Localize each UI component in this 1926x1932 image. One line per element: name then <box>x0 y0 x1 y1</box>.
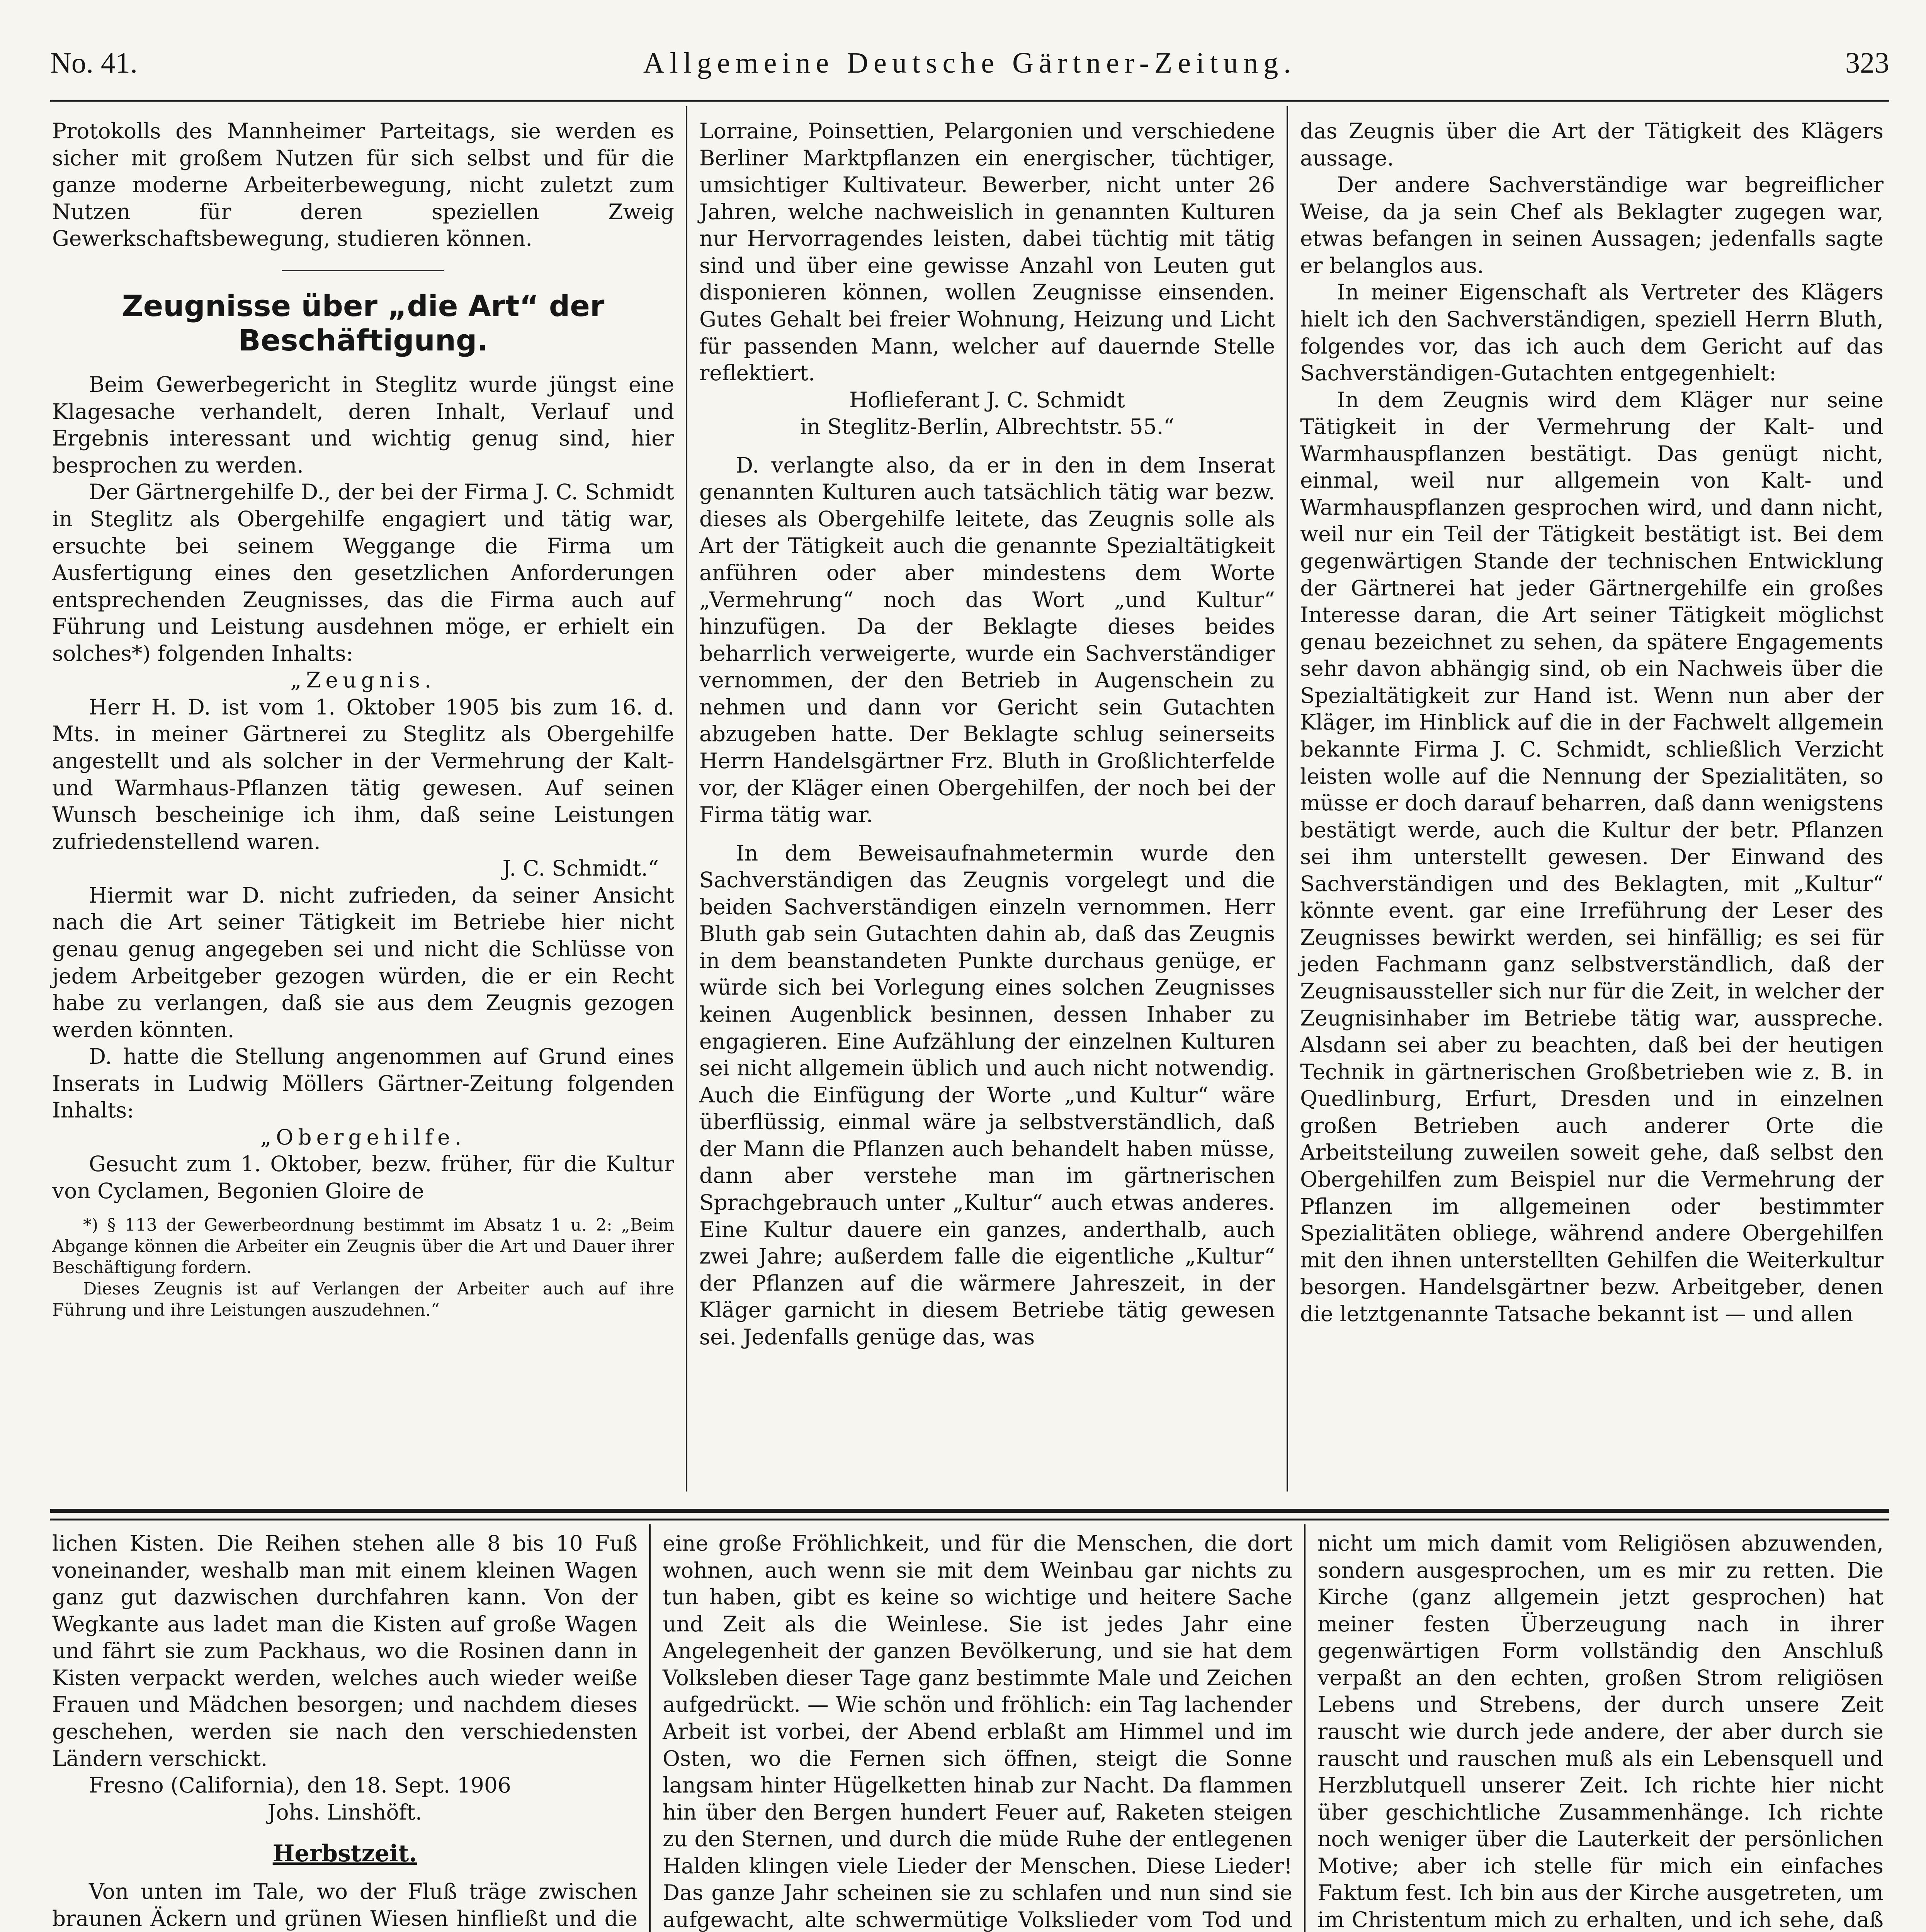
paragraph: Gesucht zum 1. Oktober, bezw. früher, für die Kultur von Cyclamen, Begonien Gloire de <box>52 1151 674 1204</box>
paragraph: In dem Zeugnis wird dem Kläger nur seine Tätigkeit in der Vermehrung der Kalt- und Warmhauspflanzen bestätigt. Das genügt nicht, einmal, weil nur allgemein von Kalt- und Warmhauspflanzen gesprochen wird, und dann nicht, weil nur ein Teil der Tätigkeit bestätigt ist. Bei dem gegenwärtigen Stande der technischen Entwicklung der Gärtnerei hat jeder Gärtnergehilfe ein großes Interesse daran, die Art seiner Tätigkeit möglichst genau bezeichnet zu sehen, da spätere Engagements sehr davon abhängig sind, ob ein Nachweis über die Spezialtätigkeit zur Hand ist. Wenn nun aber der Kläger, im Hinblick auf die in der Fachwelt allgemein bekannte Firma J. C. Schmidt, schließlich Verzicht leisten wolle auf die Nennung der Spezialitäten, so müsse er doch darauf beharren, daß dann wenigstens bestätigt werde, auch die Kultur der betr. Pflanzen sei ihm unterstellt gewesen. Der Einwand des Sachverständigen und des Beklagten, mit „Kultur“ könnte event. gar eine Irreführung der Leser des Zeugnisses bewirkt werden, sei hinfällig; es sei für jeden Fachmann ganz selbstverständlich, daß der Zeugnisaussteller sich nur für die Zeit, in welcher der Zeugnisinhaber im Betriebe tätig war, ausspreche. Alsdann sei aber zu beachten, daß bei der heutigen Technik in gärtnerischen Großbetrieben wie z. B. in Quedlinburg, Erfurt, Dresden und in einzelnen großen Betrieben auch anderer Orte die Arbeitsteilung zuweilen soweit gehe, daß selbst den Obergehilfen zum Beispiel nur die Vermehrung der Pflanzen im allgemeinen oder bestimmter Spezialitäten obliege, während andere Obergehilfen mit den ihnen unterstellten Gehilfen die Weiterkultur besorgen. Handelsgärtner bezw. Arbeitgeber, denen die letztgenannte Tatsache bekannt ist — und allen <box>1300 387 1884 1326</box>
issue-number: No. 41. <box>50 47 138 79</box>
separator <box>282 270 444 271</box>
column-rule <box>649 1524 651 1932</box>
paragraph: Von unten im Tale, wo der Fluß träge zwischen braunen Äckern und grünen Wiesen hinfließt und die <box>52 1879 637 1931</box>
top-column-1 <box>52 118 674 1493</box>
paragraph: Beim Gewerbegericht in Steglitz wurde jüngst eine Klagesache verhandelt, deren Inhalt, Verlauf und Ergebnis interessant und wichtig genug sind, hier besprochen zu werden. <box>52 372 674 478</box>
author: Johs. Linshöft. <box>267 1799 422 1825</box>
paragraph: das Zeugnis über die Art der Tätigkeit des Klägers aussage. <box>1300 119 1884 170</box>
top-column-2 <box>699 118 1275 1493</box>
top-column-3 <box>1300 118 1884 1493</box>
paragraph: lichen Kisten. Die Reihen stehen alle 8 bis 10 Fuß voneinander, weshalb man mit einem kleinen Wagen ganz gut dazwischen durchfahren kann. Von der Wegkante aus ladet man die Kisten auf große Wagen und fährt sie zum Packhaus, wo die Rosinen dann in Kisten verpackt werden, welches auch wieder weiße Frauen und Mädchen besorgen; und nachdem dieses geschehen, werden sie nach den verschiedensten Ländern verschickt. <box>52 1531 637 1771</box>
advert-title: „Obergehilfe. <box>260 1124 466 1150</box>
article-heading: Zeugnisse über „die Art“ der Beschäftigung. <box>122 288 605 358</box>
footnote <box>52 1214 674 1321</box>
paragraph: nicht um mich damit vom Religiösen abzuwenden, sondern ausgesprochen, um es mir zu retten. Die Kirche (ganz allgemein jetzt gesprochen) hat meiner festen Überzeugung nach in ihrer gegenwärtigen Form vollständig den Anschluß verpaßt an den echten, großen Strom religiösen Lebens und Strebens, der durch unsere Zeit rauscht wie durch jede andere, der aber durch sie rauscht und rauschen muß als ein Lebensquell und Herzblutquell unserer Zeit. Ich richte hier nicht über geschichtliche Zusammenhänge. Ich richte noch weniger über die Lauterkeit der persönlichen Motive; aber ich stelle für mich ein einfaches Faktum fest. Ich bin aus der Kirche ausgetreten, um im Christentum mich zu erhalten, und ich sehe, daß <box>1317 1531 1884 1932</box>
column-rule <box>686 106 687 1492</box>
article-heading: Herbstzeit. <box>272 1840 417 1867</box>
paragraph: In meiner Eigenschaft als Vertreter des Klägers hielt ich den Sachverständigen, speziell Herrn Bluth, folgendes vor, das ich auch dem Gericht auf das Sachverständigen-Gutachten entgegenhielt: <box>1300 280 1884 386</box>
paragraph: D. hatte die Stellung angenommen auf Grund eines Inserats in Ludwig Möllers Gärtner-Zeitung folgenden Inhalts: <box>52 1044 674 1123</box>
page-number: 323 <box>1845 47 1889 79</box>
page-header <box>50 35 1889 93</box>
paragraph: Hiermit war D. nicht zufrieden, da seiner Ansicht nach die Art seiner Tätigkeit im Betriebe hier nicht genau genug angegeben sei und nicht die Schlüsse von jedem Arbeitgeber gezogen würden, die er ein Recht habe zu verlangen, daß sie aus dem Zeugnis gezogen werden könnten. <box>52 883 674 1042</box>
paragraph: Lorraine, Poinsettien, Pelargonien und verschiedene Berliner Marktpflanzen ein energischer, tüchtiger, umsichtiger Kultivateur. Bewerber, nicht unter 26 Jahren, welche nachweislich in genannten Kulturen nur Hervorragendes leisten, dabei tüchtig mit tätig sind und über eine gewisse Anzahl von Leuten gut disponieren können, wollen Zeugnisse einsenden. Gutes Gehalt bei freier Wohnung, Heizung und Licht für passenden Mann, welcher auf dauernde Stelle reflektiert. <box>699 119 1275 386</box>
paragraph: Protokolls des Mannheimer Parteitags, sie werden es sicher mit großem Nutzen für sich selbst und für die ganze moderne Arbeiterbewegung, nicht zuletzt zum Nutzen für deren speziellen Zweig Gewerkschaftsbewegung, studieren können. <box>52 119 674 251</box>
column-rule <box>1287 106 1288 1492</box>
paragraph: In dem Beweisaufnahmetermin wurde den Sachverständigen das Zeugnis vorgelegt und die beiden Sachverständigen einzeln vernommen. Herr Bluth gab sein Gutachten dahin ab, daß das Zeugnis in dem beanstandeten Punkte durchaus genüge, er würde sich bei Vorlegung eines solchen Zeugnisses keinen Augenblick besinnen, dessen Inhaber zu engagieren. Eine Aufzählung der einzelnen Kulturen sei nicht allgemein üblich und auch nicht notwendig. Auch die Einfügung der Worte „und Kultur“ wäre überflüssig, einmal wäre ja selbstverständlich, daß der Mann die Pflanzen auch behandelt haben müsse, dann aber verstehe man im gärtnerischen Sprachgebrauch unter „Kultur“ auch etwas anderes. Eine Kultur dauere ein ganzes, anderthalb, auch zwei Jahre; außerdem falle die eigentliche „Kultur“ der Pflanzen auf die wärmere Jahreszeit, in der Kläger garnicht in diesem Betriebe tätig gewesen sei. Jedenfalls genüge das, was <box>699 840 1275 1349</box>
paragraph: Herr H. D. ist vom 1. Oktober 1905 bis zum 16. d. Mts. in meiner Gärtnerei zu Steglitz als Obergehilfe angestellt und als solcher in der Vermehrung der Kalt- und Warmhaus-Pflanzen tätig gewesen. Auf seinen Wunsch bescheinige ich ihm, daß seine Leistungen zufriedenstellend waren. <box>52 694 674 854</box>
signature: J. C. Schmidt.“ <box>502 856 659 881</box>
section-rule <box>50 1519 1889 1520</box>
section-rule <box>50 1509 1889 1513</box>
newspaper-title: Allgemeine Deutsche Gärtner-Zeitung. <box>643 47 1297 79</box>
paragraph: Der andere Sachverständige war begreiflicher Weise, da ja sein Chef als Beklagter zugegen war, etwas befangen in seinen Aussagen; jedenfalls sagte er belanglos aus. <box>1300 172 1884 278</box>
paragraph: eine große Fröhlichkeit, und für die Menschen, die dort wohnen, auch wenn sie mit dem Weinbau gar nichts zu tun haben, gibt es keine so wichtige und heitere Sache und Zeit als die Weinlese. Sie ist jedes Jahr eine Angelegenheit der ganzen Bevölkerung, und sie hat dem Volksleben dieser Tage ganz bestimmte Male und Zeichen aufgedrückt. — Wie schön und fröhlich: ein Tag lachender Arbeit ist vorbei, der Abend erblaßt am Himmel und im Osten, wo die Fernen sich öffnen, steigt die Sonne langsam hinter Hügelketten hinab zur Nacht. Da flammen hin über den Bergen hundert Feuer auf, Raketen steigen zu den Sternen, und durch die müde Ruhe der entlegenen Halden klingen viele Lieder der Menschen. Diese Lieder! Das ganze Jahr scheinen sie zu schlafen und nun sind sie aufgewacht, alte schwermütige Volkslieder vom Tod und <box>663 1531 1292 1932</box>
paragraph: D. verlangte also, da er in den in dem Inserat genannten Kulturen auch tatsächlich tätig war bezw. dieses als Obergehilfe leitete, das Zeugnis solle als Art der Tätigkeit auch die genannte Spezialtätigkeit anführen oder aber mindestens dem Worte „Vermehrung“ noch das Wort „und Kultur“ hinzufügen. Da der Beklagte dieses beides beharrlich verweigerte, wurde ein Sachverständiger vernommen, der den Betrieb in Augenschein zu nehmen und dann vor Gericht sein Gutachten abzugeben hatte. Der Beklagte schlug seinerseits Herrn Handelsgärtner Frz. Bluth in Großlichterfelde vor, der Kläger einen Obergehilfen, der noch bei der Firma tätig war. <box>699 452 1275 827</box>
paragraph: Der Gärtnergehilfe D., der bei der Firma J. C. Schmidt in Steglitz als Obergehilfe engagiert und tätig war, ersuchte bei seinem Weggange die Firma um Ausfertigung eines den gesetzlichen Anforderungen entsprechenden Zeugnisses, das die Firma auch auf Führung und Leistung ausdehnen möge, er erhielt ein solches*) folgenden Inhalts: <box>52 480 674 666</box>
certificate-title: „Zeugnis. <box>290 668 436 693</box>
bottom-column-1 <box>52 1530 637 1932</box>
dateline: Fresno (California), den 18. Sept. 1906 <box>89 1773 511 1798</box>
footnote-text: Dieses Zeugnis ist auf Verlangen der Arbeiter auch auf ihre Führung und ihre Leistungen auszudehnen.“ <box>52 1279 674 1320</box>
signature: Hoflieferant J. C. Schmidt <box>849 387 1125 412</box>
header-rule <box>50 100 1889 102</box>
bottom-column-3 <box>1317 1530 1884 1932</box>
signature-address: in Steglitz-Berlin, Albrechtstr. 55.“ <box>800 414 1175 439</box>
bottom-column-2 <box>663 1530 1292 1932</box>
footnote-text: *) § 113 der Gewerbeordnung bestimmt im Absatz 1 u. 2: „Beim Abgange können die Arbeiter ein Zeugnis über die Art und Dauer ihrer Beschäftigung fordern. <box>52 1215 674 1277</box>
column-rule <box>1304 1524 1306 1932</box>
